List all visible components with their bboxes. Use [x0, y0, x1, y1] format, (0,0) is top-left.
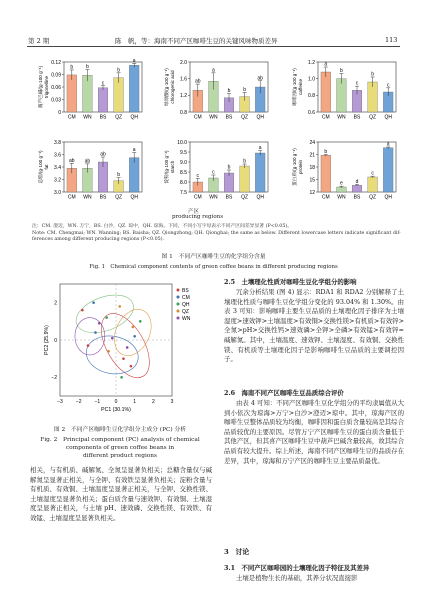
pca-x-tick: −2	[75, 399, 82, 405]
significance-letter: d	[355, 179, 359, 185]
y-tick-label: 18	[309, 164, 315, 171]
y-axis-label: 咖啡因/(g·100 g⁻¹)	[292, 68, 297, 106]
y-tick-label: 1.6	[180, 76, 187, 83]
pca-point	[87, 344, 90, 347]
bar-QH	[129, 65, 139, 112]
significance-letter: b	[227, 88, 231, 95]
y-tick-label: 0.8	[180, 109, 187, 116]
pca-point	[132, 326, 135, 329]
section-3-1-title: 3.1 不同产区咖啡园的土壤理化因子特征及其差异	[224, 564, 370, 572]
pca-x-tick: 2	[151, 399, 155, 405]
x-tick-label: QH	[130, 194, 138, 201]
pca-ellipse	[107, 303, 158, 361]
fig2-caption-cn: 图 2 不同产区咖啡生豆化学组分主成分 (PC) 分析	[53, 427, 187, 433]
bar-CM	[321, 72, 331, 112]
legend-label-BS: BS	[182, 287, 189, 294]
bar-panel-starch	[163, 140, 268, 201]
fig1-caption-en: Fig. 1 Chemical component contents of green coffee beans in different producing regions	[89, 264, 338, 270]
significance-letter: a	[132, 57, 136, 64]
y-axis-label-en: trigonelline	[44, 75, 49, 99]
significance-letter: ab	[84, 158, 91, 165]
significance-letter: b	[243, 86, 246, 93]
significance-letter: b	[243, 158, 246, 165]
y-axis-label: 蛋白质/(g·100 g⁻¹)	[292, 148, 297, 186]
bar-panel-protein	[291, 140, 396, 201]
section-2-6-title: 2.6 海南不同产区咖啡生豆品质综合评价	[224, 389, 344, 397]
pca-point	[133, 335, 136, 338]
significance-letter: b	[117, 172, 120, 179]
bar-QH	[255, 153, 265, 192]
significance-letter: b	[86, 64, 89, 70]
significance-letter: ab	[257, 75, 263, 82]
x-tick-label: BS	[225, 114, 233, 121]
pca-svg	[40, 278, 220, 428]
significance-letter: a	[258, 145, 262, 152]
pca-ellipse	[71, 288, 139, 340]
significance-letter: b	[70, 64, 74, 71]
bar-panel-trigonelline	[37, 58, 142, 121]
significance-letter: a	[324, 61, 328, 68]
pca-point	[107, 350, 110, 353]
significance-letter: c	[355, 80, 359, 87]
pca-point	[130, 365, 133, 368]
y-tick-label: 8.5	[180, 169, 187, 176]
pca-xlabel: PC1 (30.1%)	[101, 407, 131, 413]
pca-point	[126, 346, 129, 349]
x-tick-label: QZ	[115, 194, 123, 201]
pca-y-tick: −2	[51, 375, 57, 382]
x-tick-label: BS	[353, 114, 361, 121]
significance-letter: ab	[69, 157, 75, 164]
pca-point	[111, 337, 114, 340]
y-tick-label: 3.2	[54, 177, 61, 184]
section-2-5-text: 冗余分析结果 (图 4) 显示：RDA1 和 RDA2 分别解释了土壤理化性质与咖啡生豆化学组分变化的 93.04% 和 1.30%。由表 3 可知：影响咖啡主要生豆品质的土壤理化因子排序为土壤湿度>速效钾>土壤温度>有效铜>交换性镁>有机质>有效锌>全氮>pH>交换性钙>速效磷>全钾>全磷>有效锰>有效锌=碱解氮。其中，土壤温度、速效钾、土壤湿度、有效铜、交换性镁、有机质等土壤理化因子是影响咖啡生豆品质的主要调控因子。	[224, 288, 404, 364]
bar-QH	[129, 158, 139, 192]
y-tick-label: 2.0	[180, 59, 187, 66]
y-tick-label: 3.4	[54, 164, 61, 171]
pca-point	[92, 301, 95, 304]
x-tick-label: QH	[130, 114, 138, 121]
figure-1	[0, 0, 427, 240]
pca-x-tick: −3	[57, 399, 63, 405]
pca-x-tick: 0	[114, 399, 118, 405]
y-tick-label: 7.5	[180, 189, 187, 196]
y-tick-label: 1.2	[180, 93, 187, 100]
fig1-xlabel-cn: 产区	[188, 209, 200, 215]
x-tick-label: WN	[83, 194, 92, 201]
legend-marker-CM	[177, 296, 180, 299]
section-2-6-text: 由表 4 可知：不同产区咖啡生豆化学组分的平均隶属值从大到小依次为琼海>万宁>白沙>澄迈>琼中。其中，琼海产区的咖啡生豆整体品质较为均衡，咖啡因和蛋白质含量较高是其综合品质较优的主要原因。尽管万宁产区咖啡生豆的蛋白质含量低于其他产区，但其喜产区咖啡生豆中葫芦巴碱含量较高，故其综合品质有较大提升。综上所述，海南不同产区咖啡生豆的品质存在差异，其中，琼海和万宁产区的咖啡生豆主要品质最优。	[224, 399, 404, 465]
x-tick-label: WN	[209, 114, 218, 121]
fig2-caption-en-2: components of green coffee beans in	[65, 445, 175, 451]
significance-letter: b	[324, 149, 328, 155]
pca-ellipse	[91, 306, 159, 386]
legend-label-QZ: QZ	[182, 308, 189, 315]
significance-letter: b	[117, 67, 120, 74]
y-axis-label-en: starch	[170, 160, 175, 174]
legend-marker-WN	[177, 317, 180, 320]
significance-letter: c	[212, 169, 215, 176]
bar-panel-chlorogenic-acid	[163, 60, 268, 121]
x-tick-label: BS	[99, 194, 107, 201]
fig1-note-cn: 注：CM. 澄迈，WN. 万宁，BS. 白沙，QZ. 琼中，QH. 琼海。下同，不同小写字母表示不同产区间差异显著 (P<0.05)。	[32, 224, 293, 229]
bar-QZ	[240, 166, 250, 192]
x-tick-label: CM	[321, 114, 330, 121]
legend-label-CM: CM	[182, 294, 190, 301]
pca-point	[139, 320, 142, 323]
x-tick-label: CM	[321, 194, 330, 201]
significance-letter: e	[340, 180, 343, 187]
bar-CM	[321, 155, 331, 192]
bar-BS	[352, 185, 362, 192]
x-tick-label: QH	[384, 114, 392, 121]
x-tick-label: BS	[225, 194, 233, 201]
pca-point	[81, 309, 84, 312]
x-tick-label: QH	[256, 194, 264, 201]
y-tick-label: 15	[309, 177, 315, 184]
page-number: 113	[385, 36, 398, 44]
legend-marker-QH	[177, 303, 180, 306]
y-axis-label-en: fat	[44, 164, 49, 170]
fig1-caption-cn: 图 1 不同产区咖啡生豆的化学组分含量	[161, 254, 266, 260]
x-tick-label: QZ	[369, 194, 377, 201]
significance-letter: a	[386, 141, 390, 148]
x-tick-label: QZ	[241, 114, 249, 121]
x-tick-label: BS	[353, 194, 361, 201]
significance-letter: ab	[195, 78, 201, 85]
bar-QZ	[114, 78, 124, 112]
significance-letter: c	[101, 80, 105, 87]
y-tick-label: 0.03	[51, 97, 61, 104]
pca-ylabel: PC2 (25.9%)	[44, 325, 50, 355]
x-tick-label: CM	[67, 114, 76, 121]
y-axis-label-en: chlorogenic acid	[170, 70, 175, 104]
pca-x-tick: −1	[94, 399, 101, 405]
y-tick-label: 0.06	[51, 84, 61, 91]
significance-letter: ab	[100, 151, 106, 158]
legend-marker-QZ	[177, 310, 180, 313]
significance-letter: b	[227, 164, 231, 171]
section-3-1-text: 土壤是植物生长的基础，其养分状况直接影	[236, 574, 358, 582]
pca-y-tick: 2	[54, 300, 57, 307]
fig1-xlabel-en: producing regions	[172, 214, 224, 220]
discussion-title: 3 讨论	[224, 548, 250, 556]
y-axis-label: 绿原酸/(g·100 g⁻¹)	[164, 68, 169, 106]
pca-point	[120, 376, 123, 379]
fig1-note-en2: ferences among different producing regions (P<0.05).	[32, 237, 165, 242]
x-tick-label: CM	[193, 194, 202, 201]
pca-point	[122, 357, 125, 360]
significance-letter: b	[340, 68, 343, 75]
y-tick-label: 1.2	[308, 59, 315, 66]
significance-letter: c	[386, 82, 390, 89]
y-axis-label-en: protein	[298, 159, 303, 175]
fig2-caption-en-3: different product regions	[82, 453, 158, 459]
fig1-note-en: Note: CM. Chengmai; WN. Wanning; BS. Baisha; QZ. Qiongzhong; QH. Qionghai; the same as below. Different lowercase letters indicate significant dif-	[32, 231, 401, 236]
x-tick-label: QZ	[115, 114, 123, 121]
y-tick-label: 0.6	[308, 109, 315, 116]
y-tick-label: 10.0	[177, 139, 187, 146]
legend-marker-BS	[177, 289, 180, 292]
pca-point	[94, 331, 97, 334]
y-axis-label-en: caffeine	[298, 78, 303, 96]
legend-label-WN: WN	[182, 315, 191, 322]
bar-CM	[67, 75, 77, 112]
legend-label-QH: QH	[182, 301, 190, 308]
fig1-svg	[0, 0, 427, 240]
pca-y-tick: 0	[54, 337, 57, 344]
bar-BS	[98, 88, 108, 112]
y-tick-label: 0.8	[308, 93, 315, 100]
bar-panel-caffeine	[291, 60, 396, 121]
pca-point	[105, 316, 108, 319]
y-tick-label: 12	[309, 189, 315, 196]
left-paragraph: 相关，与有机质、碱解氮、全氮呈显著负相关；总糖含量仅与碱解氮呈显著正相关，与全钾、有效铁呈显著负相关；淀粉含量与有机质、有效铜、土壤温度呈显著正相关，与全钾、交换性镁、土壤湿度呈显著负相关；蛋白质含量与速效钾、有效铜、土壤湿度呈显著正相关，与土壤 pH、速效磷、交换性镁、有效铁、有效锰、土壤湿度呈显著负相关。	[30, 466, 212, 522]
y-tick-label: 3.8	[54, 139, 61, 146]
y-tick-label: 3.6	[54, 152, 61, 159]
x-tick-label: CM	[67, 194, 76, 201]
y-axis-label: 淀粉/(g·100 g⁻¹)	[164, 150, 169, 184]
y-tick-label: 0.12	[51, 59, 61, 66]
fig2-caption-en-1: Fig. 2 Principal component (PC) analysis of chemical	[40, 437, 200, 443]
y-axis-label: 葫芦巴碱/(g·100 g⁻¹)	[38, 65, 43, 109]
x-tick-label: WN	[337, 194, 346, 201]
bar-panel-fat	[37, 140, 142, 201]
x-tick-label: QZ	[241, 194, 249, 201]
x-tick-label: QH	[256, 114, 264, 121]
significance-letter: c	[196, 172, 200, 179]
y-tick-label: 9.5	[180, 149, 187, 156]
section-2-5-title: 2.5 土壤理化性质对咖啡生豆化学组分的影响	[224, 278, 357, 286]
significance-letter: b	[371, 71, 374, 78]
y-tick-label: 0	[58, 109, 61, 116]
y-axis-label: 总脂/(g·100 g⁻¹)	[38, 150, 43, 184]
y-tick-label: 3.0	[54, 189, 61, 196]
y-tick-label: 21	[309, 152, 315, 159]
x-tick-label: QH	[384, 194, 392, 201]
x-tick-label: WN	[83, 114, 92, 121]
pca-x-tick: 1	[133, 399, 137, 405]
figure-2-pca	[40, 278, 220, 413]
bar-QH	[383, 148, 393, 192]
y-tick-label: 24	[309, 139, 315, 146]
y-tick-label: 8.0	[180, 179, 187, 186]
running-title: 陈 帆，等：海南不同产区咖啡生豆的关键风味物质差异	[115, 37, 278, 45]
significance-letter: a	[212, 67, 215, 74]
y-tick-label: 1.0	[308, 76, 315, 83]
x-tick-label: BS	[99, 114, 107, 121]
x-tick-label: CM	[193, 114, 202, 121]
pca-point	[118, 305, 121, 308]
y-tick-label: 9.0	[180, 159, 187, 166]
pca-point	[98, 322, 101, 325]
bar-QZ	[368, 177, 378, 192]
x-tick-label: WN	[337, 114, 346, 121]
significance-letter: a	[132, 147, 136, 154]
x-tick-label: WN	[209, 194, 218, 201]
pca-x-tick: 3	[170, 399, 174, 405]
significance-letter: c	[371, 170, 374, 177]
x-tick-label: QZ	[369, 114, 377, 121]
issue-number: 第 2 期	[28, 37, 50, 45]
y-tick-label: 0.09	[51, 72, 61, 79]
